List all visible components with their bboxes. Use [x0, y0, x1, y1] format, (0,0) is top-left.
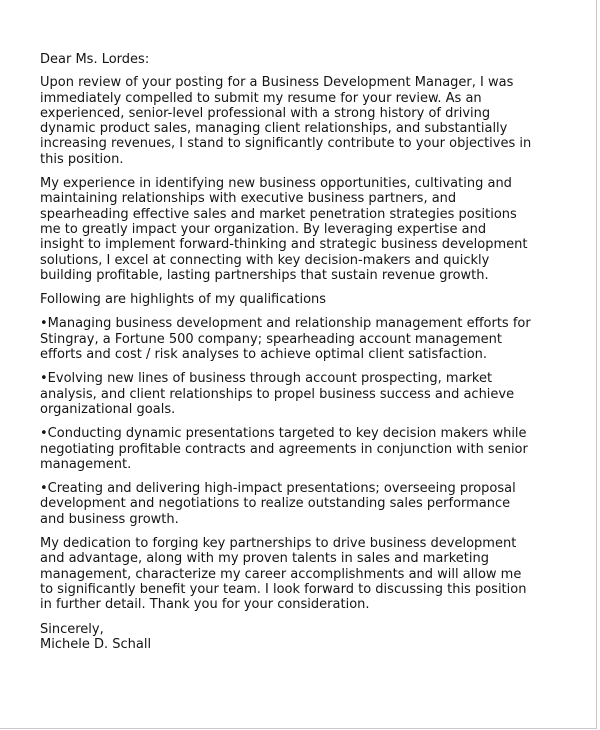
salutation: Dear Ms. Lordes: — [40, 52, 150, 67]
closing: Sincerely, — [40, 621, 104, 637]
highlight-item: •Evolving new lines of business through account prospecting, market analysis, and client relationships to propel business success and achieve organizational goals. — [40, 371, 515, 417]
signature-name: Michele D. Schall — [40, 636, 152, 652]
intro-paragraph: Upon review of your posting for a Business Development Manager, I was immediately compelled to submit my resume for your review. As an experienced, senior-level professional with a strong history of driving dynamic product sales, managing client relationships, and substantially increasing revenues, I stand to significantly contribute to your objectives in this position. — [40, 75, 532, 167]
highlight-item: •Conducting dynamic presentations targeted to key decision makers while negotiating profitable contracts and agreements in conjunction with senior management. — [40, 426, 528, 472]
experience-paragraph: My experience in identifying new business opportunities, cultivating and maintaining relationships with executive business partners, and spearheading effective sales and market penetration strategies positions me to greatly impact your organization. By leveraging expertise and insight to implement forward-thinking and strategic business development solutions, I excel at connecting with key decision-makers and quickly building profitable, lasting partnerships that sustain revenue growth. — [40, 176, 528, 283]
closing-paragraph: My dedication to forging key partnerships to drive business development and advantage, along with my proven talents in sales and marketing management, characterize my career accomplishments and will allow me to significantly benefit your team. I look forward to discussing this position in further detail. Thank you for your consideration. — [40, 536, 527, 613]
highlight-item: •Managing business development and relationship management efforts for Stingray, a Fortune 500 company; spearheading account management efforts and cost / risk analyses to achieve optimal client satisfaction. — [40, 316, 531, 363]
cover-letter — [40, 52, 575, 652]
highlights-heading: Following are highlights of my qualifications — [40, 292, 327, 308]
highlight-item: •Creating and delivering high-impact presentations; overseeing proposal development and negotiations to realize outstanding sales performance and business growth. — [40, 481, 516, 527]
